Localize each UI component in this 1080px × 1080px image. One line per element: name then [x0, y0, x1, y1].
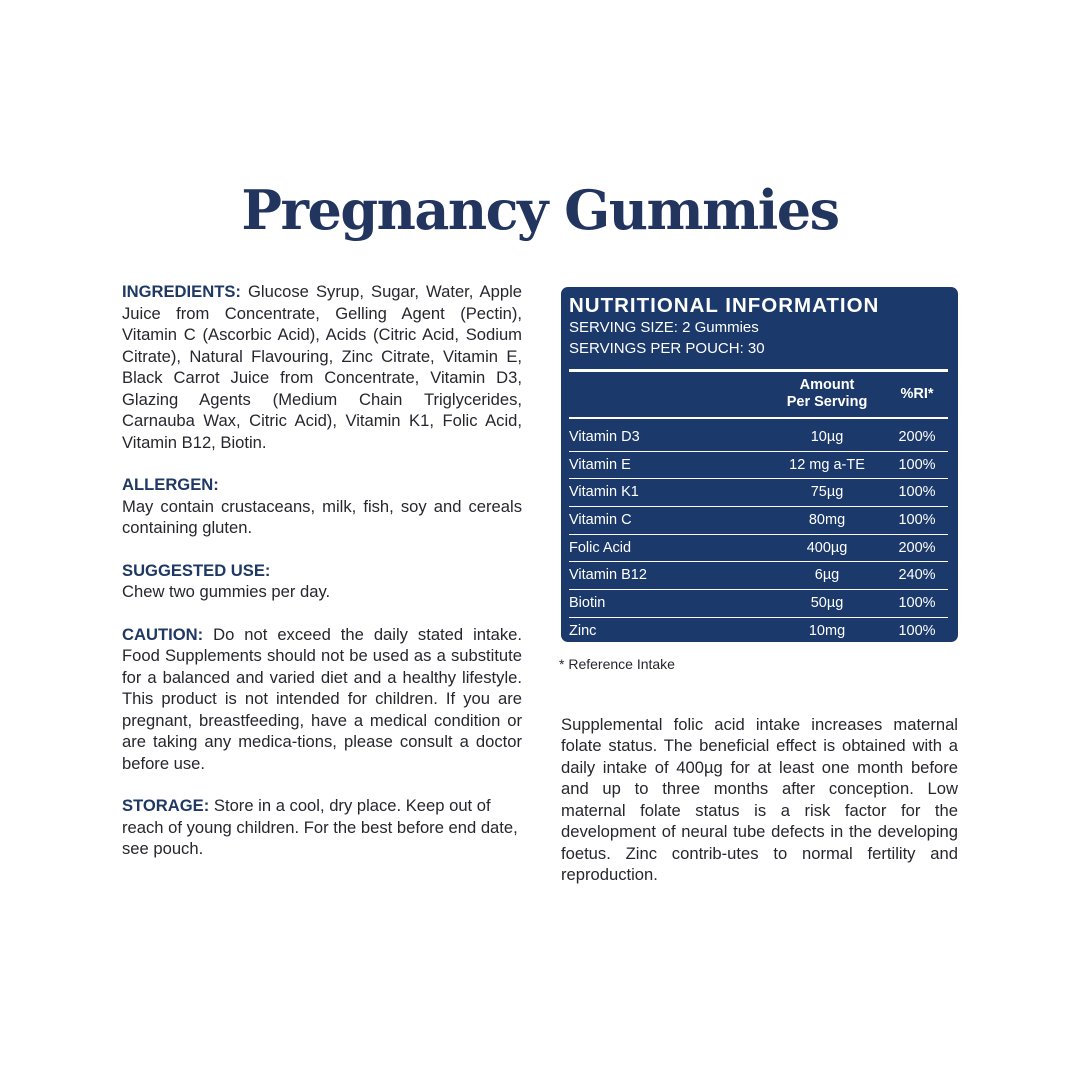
table-row — [569, 590, 948, 618]
nutrient-name: Vitamin B12 — [569, 567, 647, 584]
nutrient-ri: 200% — [898, 539, 936, 556]
caution-label: CAUTION: — [122, 624, 204, 644]
table-row — [569, 562, 948, 590]
nutrient-ri: 100% — [898, 512, 936, 529]
ri-column-header: %RI* — [900, 386, 934, 402]
nutrition-panel — [561, 287, 958, 642]
nutrient-name: Vitamin D3 — [569, 429, 640, 445]
caution-section — [122, 624, 522, 775]
nutrient-amount: 6µg — [814, 567, 840, 584]
reference-intake-footnote: * Reference Intake — [559, 656, 675, 672]
nutrient-ri: 200% — [898, 429, 936, 445]
suggested-use-text: Chew two gummies per day. — [122, 582, 331, 601]
suggested-use-section — [122, 560, 522, 603]
table-row — [569, 535, 948, 563]
table-row — [569, 479, 948, 507]
ingredients-section — [122, 281, 522, 453]
nutrient-table — [569, 424, 948, 645]
amount-column-header — [777, 377, 877, 411]
table-row — [569, 452, 948, 480]
ingredients-label: INGREDIENTS: — [122, 282, 241, 301]
product-details — [122, 281, 522, 881]
nutrient-ri: 100% — [898, 484, 936, 501]
nutrient-amount: 12 mg a-TE — [789, 456, 865, 473]
table-row — [569, 618, 948, 645]
nutrient-amount: 50µg — [810, 595, 844, 612]
nutrient-amount: 10mg — [808, 622, 846, 639]
nutrient-amount: 10µg — [810, 429, 844, 445]
nutrient-ri: 240% — [898, 567, 936, 584]
allergen-label: ALLERGEN: — [122, 475, 219, 494]
amount-header-line1: Amount — [799, 377, 855, 393]
nutrient-ri: 100% — [898, 622, 936, 639]
nutrient-ri: 100% — [898, 456, 936, 473]
nutrition-header — [569, 295, 879, 359]
nutrient-amount: 400µg — [806, 539, 848, 556]
storage-text: Store in a cool, dry place. Keep out of reach of young children. For the best before end date, see pouch. — [122, 796, 518, 858]
header-divider — [569, 369, 948, 372]
nutrient-name: Vitamin K1 — [569, 484, 639, 501]
ingredients-text: Glucose Syrup, Sugar, Water, Apple Juice from Concentrate, Gelling Agent (Pectin), Vitamin C (Ascorbic Acid), Acids (Citric Acid, Sodium Citrate), Natural Flavouring, Zinc Citrate, Vitamin E, Black Carrot Juice from Concentrate, Vitamin D3, Glazing Agents (Medium Chain Triglycerides, Carnauba Wax, Citric Acid), Vitamin K1, Folic Acid, Vitamin B12, Biotin. — [122, 282, 522, 452]
health-claim: Supplemental folic acid intake increases maternal folate status. The beneficial effect is obtained with a daily intake of 400µg for at least one month before and up to three months after conception. Low maternal folate status is a risk factor for the development of neural tube defects in the developing foetus. Zinc contrib-utes to normal fertility and reproduction. — [561, 714, 958, 885]
nutrient-name: Biotin — [569, 595, 606, 612]
nutrient-name: Vitamin E — [569, 456, 631, 473]
serving-size: SERVING SIZE: 2 Gummies — [569, 319, 759, 336]
table-row — [569, 424, 948, 452]
caution-text: Do not exceed the daily stated intake. Food Supplements should not be used as a substitute for a balanced and varied diet and a healthy lifestyle. This product is not intended for children. If you are pregnant, breastfeeding, have a medical condition or are taking any medica-tions, please consult a doctor before use. — [122, 624, 522, 773]
table-row — [569, 507, 948, 535]
nutrient-ri: 100% — [898, 595, 936, 612]
allergen-section — [122, 474, 522, 539]
suggested-use-label: SUGGESTED USE: — [122, 560, 271, 580]
nutrient-name: Zinc — [569, 622, 597, 639]
nutrient-name: Vitamin C — [569, 512, 632, 529]
servings-per-pouch: SERVINGS PER POUCH: 30 — [569, 340, 765, 357]
nutrient-name: Folic Acid — [569, 539, 632, 556]
amount-header-line2: Per Serving — [786, 394, 868, 410]
page-title: Pregnancy Gummies — [241, 178, 839, 242]
nutrient-amount: 75µg — [810, 484, 844, 501]
storage-label: STORAGE: — [122, 796, 210, 815]
allergen-text: May contain crustaceans, milk, fish, soy and cereals containing gluten. — [122, 496, 522, 537]
column-header-divider — [569, 417, 948, 419]
nutrition-title: NUTRITIONAL INFORMATION — [569, 294, 880, 317]
storage-section — [122, 795, 522, 860]
nutrient-amount: 80mg — [808, 512, 846, 529]
